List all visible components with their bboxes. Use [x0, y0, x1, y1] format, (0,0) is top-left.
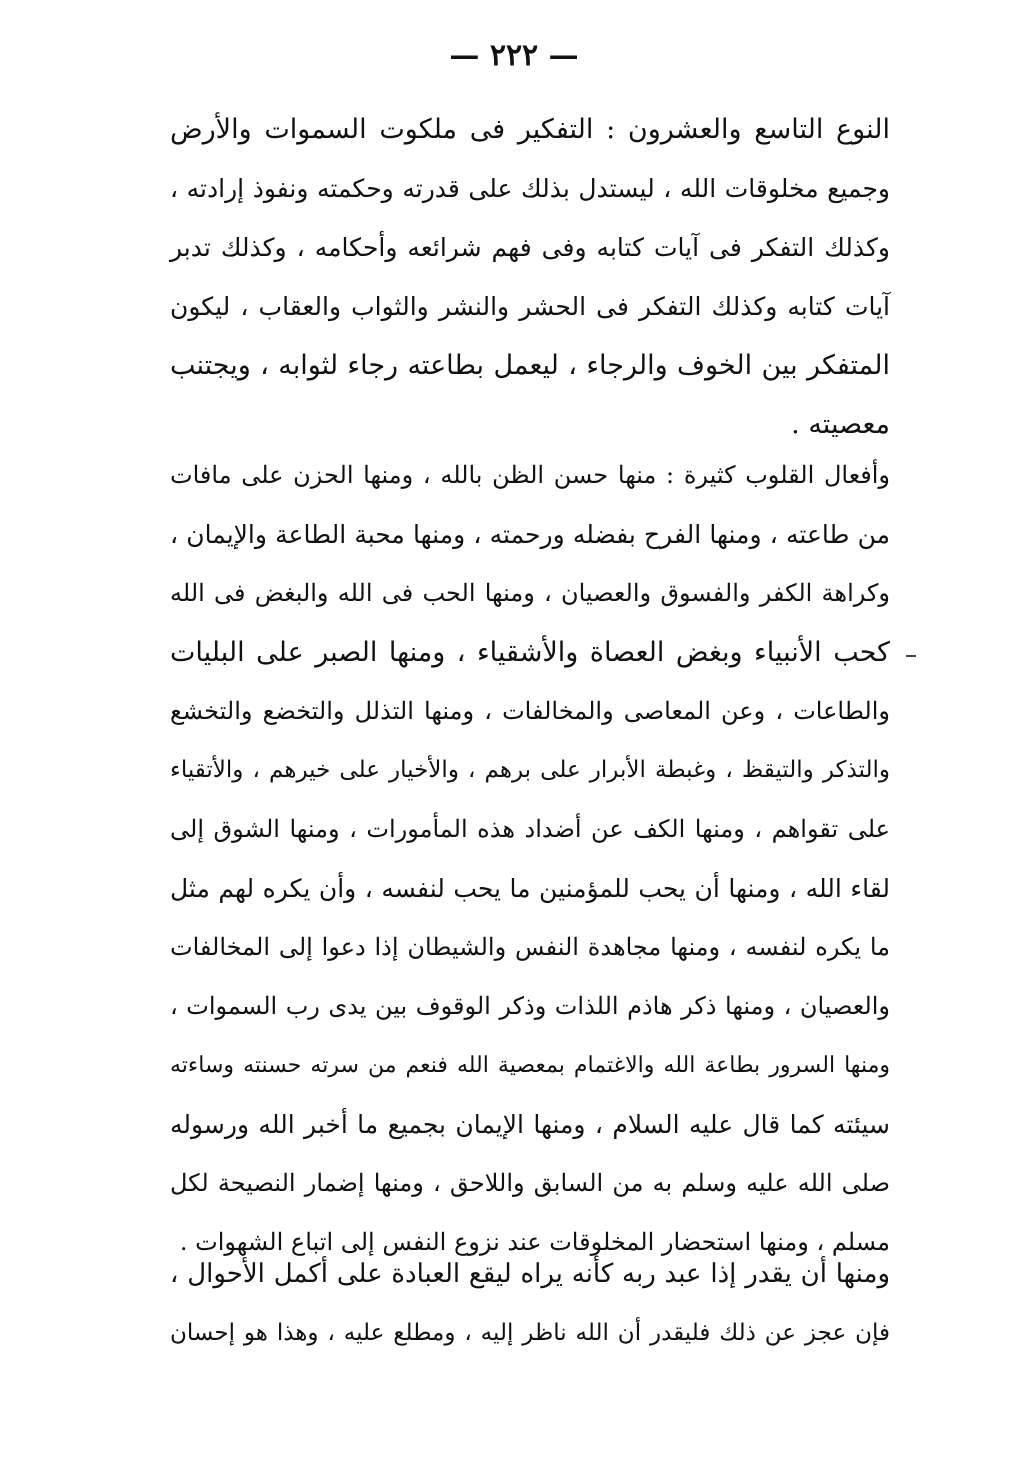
- text-line: ومنها أن يقدر إذا عبد ربه كأنه يراه ليقع العبادة على أكمل الأحوال ،: [170, 1259, 890, 1289]
- text-line: النوع التاسع والعشرون : التفكير فى ملكوت السموات والأرض: [170, 114, 890, 145]
- text-line: مسلم ، ومنها استحضار المخلوقات عند نزوع النفس إلى اتباع الشهوات .: [179, 1228, 890, 1256]
- text-line: صلى الله عليه وسلم به من السابق واللاحق ، ومنها إضمار النصيحة لكل: [170, 1169, 890, 1197]
- text-line: من طاعته ، ومنها الفرح بفضله ورحمته ، ومنها محبة الطاعة والإيمان ،: [170, 520, 890, 549]
- text-line: آيات كتابه وكذلك التفكر فى الحشر والنشر والثواب والعقاب ، ليكون: [170, 292, 890, 321]
- text-line: وأفعال القلوب كثيرة : منها حسن الظن بالله ، ومنها الحزن على مافات: [170, 461, 890, 489]
- paragraph-ihsan: [170, 1245, 890, 1363]
- text-line: ومنها السرور بطاعة الله والاغتمام بمعصية الله فنعم من سرته حسنته وساءته: [170, 1053, 890, 1078]
- text-line: المتفكر بين الخوف والرجاء ، ليعمل بطاعته رجاء لثوابه ، ويجتنب: [170, 350, 890, 381]
- text-line: وكراهة الكفر والفسوق والعصيان ، ومنها الحب فى الله والبغض فى الله: [170, 579, 890, 607]
- paragraph-contemplation: [170, 100, 890, 454]
- text-line: فإن عجز عن ذلك فليقدر أن الله ناظر إليه ، ومطلع عليه ، وهذا هو إحسان: [170, 1320, 890, 1346]
- text-line: كحب الأنبياء وبغض العصاة والأشقياء ، ومنها الصبر على البليات: [170, 637, 890, 668]
- text-line: معصيته .: [791, 409, 890, 440]
- text-line: والعصيان ، ومنها ذكر هاذم اللذات وذكر الوقوف بين يدى رب السموات ،: [170, 992, 890, 1020]
- text-line: وجميع مخلوقات الله ، ليستدل بذلك على قدرته وحكمته ونفوذ إرادته ،: [170, 174, 890, 203]
- text-line: والطاعات ، وعن المعاصى والمخالفات ، ومنها التذلل والتخضع والتخشع: [170, 697, 890, 725]
- text-line: والتذكر والتيقظ ، وغبطة الأبرار على برهم ، والأخيار على خيرهم ، والأتقياء: [170, 757, 890, 783]
- text-line: سيئته كما قال عليه السلام ، ومنها الإيمان بجميع ما أخبر الله ورسوله: [170, 1110, 890, 1139]
- text-line: وكذلك التفكر فى آيات كتابه وفى فهم شرائعه وأحكامه ، وكذلك تدبر: [170, 233, 890, 262]
- text-line: لقاء الله ، ومنها أن يحب للمؤمنين ما يحب لنفسه ، وأن يكره لهم مثل: [170, 874, 890, 903]
- text-line: على تقواهم ، ومنها الكف عن أضداد هذه المأمورات ، ومنها الشوق إلى: [170, 815, 890, 843]
- paragraph-heart-deeds: [170, 446, 890, 1272]
- page-number: — ٢٢٢ —: [449, 38, 579, 73]
- text-line: ما يكره لنفسه ، ومنها مجاهدة النفس والشيطان إذا دعوا إلى المخالفات: [170, 933, 891, 961]
- margin-mark: [906, 655, 916, 657]
